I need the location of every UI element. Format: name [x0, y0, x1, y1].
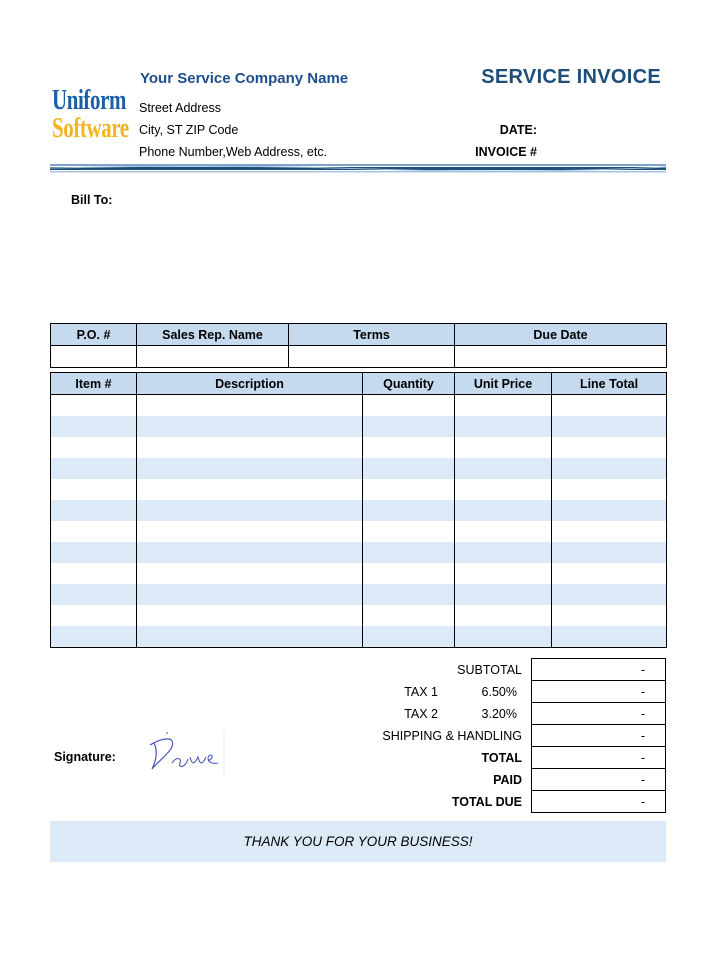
line-total-header: Line Total [552, 373, 667, 395]
po-number-cell[interactable] [51, 346, 137, 368]
description-cell[interactable] [137, 500, 363, 521]
unit-price-cell[interactable] [455, 479, 552, 500]
description-cell[interactable] [137, 458, 363, 479]
order-info-table [50, 323, 667, 368]
quantity-cell[interactable] [363, 437, 455, 458]
unit-price-header: Unit Price [455, 373, 552, 395]
table-row [51, 479, 667, 500]
po-number-header: P.O. # [51, 324, 137, 346]
line-total-cell[interactable] [552, 563, 667, 584]
quantity-cell[interactable] [363, 500, 455, 521]
line-total-cell[interactable] [552, 437, 667, 458]
quantity-cell[interactable] [363, 605, 455, 626]
unit-price-cell[interactable] [455, 395, 552, 417]
sales-rep-header: Sales Rep. Name [137, 324, 289, 346]
quantity-cell[interactable] [363, 458, 455, 479]
logo-text-software: Software [52, 112, 129, 144]
due-date-cell[interactable] [455, 346, 667, 368]
line-total-cell[interactable] [552, 626, 667, 648]
item-number-cell[interactable] [51, 626, 137, 648]
company-name: Your Service Company Name [140, 70, 349, 87]
table-row [51, 521, 667, 542]
document-title: SERVICE INVOICE [481, 66, 661, 88]
total-label: TOTAL [481, 750, 522, 765]
quantity-cell[interactable] [363, 563, 455, 584]
description-cell[interactable] [137, 542, 363, 563]
tax1-rate[interactable]: 6.50% [481, 684, 517, 699]
shipping-value[interactable]: - [532, 725, 666, 747]
thank-you-message: THANK YOU FOR YOUR BUSINESS! [243, 834, 473, 849]
paid-value[interactable]: - [532, 769, 666, 791]
thank-you-banner [50, 821, 666, 862]
total-value[interactable]: - [532, 747, 666, 769]
description-cell[interactable] [137, 563, 363, 584]
unit-price-cell[interactable] [455, 584, 552, 605]
quantity-cell[interactable] [363, 584, 455, 605]
description-cell[interactable] [137, 584, 363, 605]
unit-price-cell[interactable] [455, 605, 552, 626]
total-due-label: TOTAL DUE [451, 794, 522, 809]
item-number-cell[interactable] [51, 521, 137, 542]
header-divider [50, 162, 666, 176]
table-row [51, 416, 667, 437]
paid-label: PAID [493, 772, 522, 787]
tax1-value[interactable]: - [532, 681, 666, 703]
table-row [51, 584, 667, 605]
tax2-rate[interactable]: 3.20% [481, 706, 517, 721]
description-cell[interactable] [137, 479, 363, 500]
item-number-cell[interactable] [51, 416, 137, 437]
unit-price-cell[interactable] [455, 542, 552, 563]
item-number-cell[interactable] [51, 542, 137, 563]
quantity-cell[interactable] [363, 479, 455, 500]
bill-to-label: Bill To: [71, 193, 113, 207]
tax1-label: TAX 1 [404, 684, 438, 699]
description-cell[interactable] [137, 521, 363, 542]
subtotal-value[interactable]: - [532, 659, 666, 681]
quantity-cell[interactable] [363, 521, 455, 542]
unit-price-cell[interactable] [455, 521, 552, 542]
due-date-header: Due Date [455, 324, 667, 346]
item-number-cell[interactable] [51, 395, 137, 417]
table-row [51, 563, 667, 584]
terms-header: Terms [289, 324, 455, 346]
shipping-label: SHIPPING & HANDLING [382, 728, 522, 743]
description-cell[interactable] [137, 437, 363, 458]
invoice-number-label: INVOICE # [475, 145, 537, 159]
date-label: DATE: [499, 123, 537, 137]
table-row [51, 542, 667, 563]
unit-price-cell[interactable] [455, 563, 552, 584]
line-items-table [50, 372, 667, 648]
total-due-value[interactable]: - [532, 791, 666, 813]
item-number-cell[interactable] [51, 437, 137, 458]
table-row [51, 605, 667, 626]
company-street: Street Address [139, 101, 221, 115]
tax2-value[interactable]: - [532, 703, 666, 725]
quantity-header: Quantity [363, 373, 455, 395]
unit-price-cell[interactable] [455, 626, 552, 648]
company-contact: Phone Number,Web Address, etc. [139, 145, 328, 159]
table-row [51, 395, 667, 417]
item-number-cell[interactable] [51, 584, 137, 605]
signature-image [142, 729, 226, 777]
line-total-cell[interactable] [552, 542, 667, 563]
unit-price-cell[interactable] [455, 437, 552, 458]
item-number-header: Item # [51, 373, 137, 395]
item-number-cell[interactable] [51, 500, 137, 521]
unit-price-cell[interactable] [455, 416, 552, 437]
terms-cell[interactable] [289, 346, 455, 368]
sales-rep-cell[interactable] [137, 346, 289, 368]
line-total-cell[interactable] [552, 521, 667, 542]
table-row [51, 458, 667, 479]
line-total-cell[interactable] [552, 416, 667, 437]
company-city-line: City, ST ZIP Code [139, 123, 239, 137]
subtotal-label: SUBTOTAL [457, 662, 522, 677]
item-number-cell[interactable] [51, 605, 137, 626]
line-total-cell[interactable] [552, 605, 667, 626]
totals-table [360, 658, 666, 813]
signature-label: Signature: [54, 750, 116, 764]
table-row [51, 500, 667, 521]
description-header: Description [137, 373, 363, 395]
item-number-cell[interactable] [51, 479, 137, 500]
item-number-cell[interactable] [51, 563, 137, 584]
line-total-cell[interactable] [552, 584, 667, 605]
quantity-cell[interactable] [363, 542, 455, 563]
description-cell[interactable] [137, 605, 363, 626]
unit-price-cell[interactable] [455, 500, 552, 521]
description-cell[interactable] [137, 416, 363, 437]
quantity-cell[interactable] [363, 626, 455, 648]
item-number-cell[interactable] [51, 458, 137, 479]
line-total-cell[interactable] [552, 458, 667, 479]
quantity-cell[interactable] [363, 395, 455, 417]
line-total-cell[interactable] [552, 500, 667, 521]
quantity-cell[interactable] [363, 416, 455, 437]
line-total-cell[interactable] [552, 395, 667, 417]
tax2-label: TAX 2 [404, 706, 438, 721]
table-row [51, 626, 667, 648]
company-logo [52, 86, 140, 148]
line-total-cell[interactable] [552, 479, 667, 500]
logo-text-uniform: Uniform [52, 84, 127, 116]
unit-price-cell[interactable] [455, 458, 552, 479]
description-cell[interactable] [137, 395, 363, 417]
description-cell[interactable] [137, 626, 363, 648]
table-row [51, 437, 667, 458]
